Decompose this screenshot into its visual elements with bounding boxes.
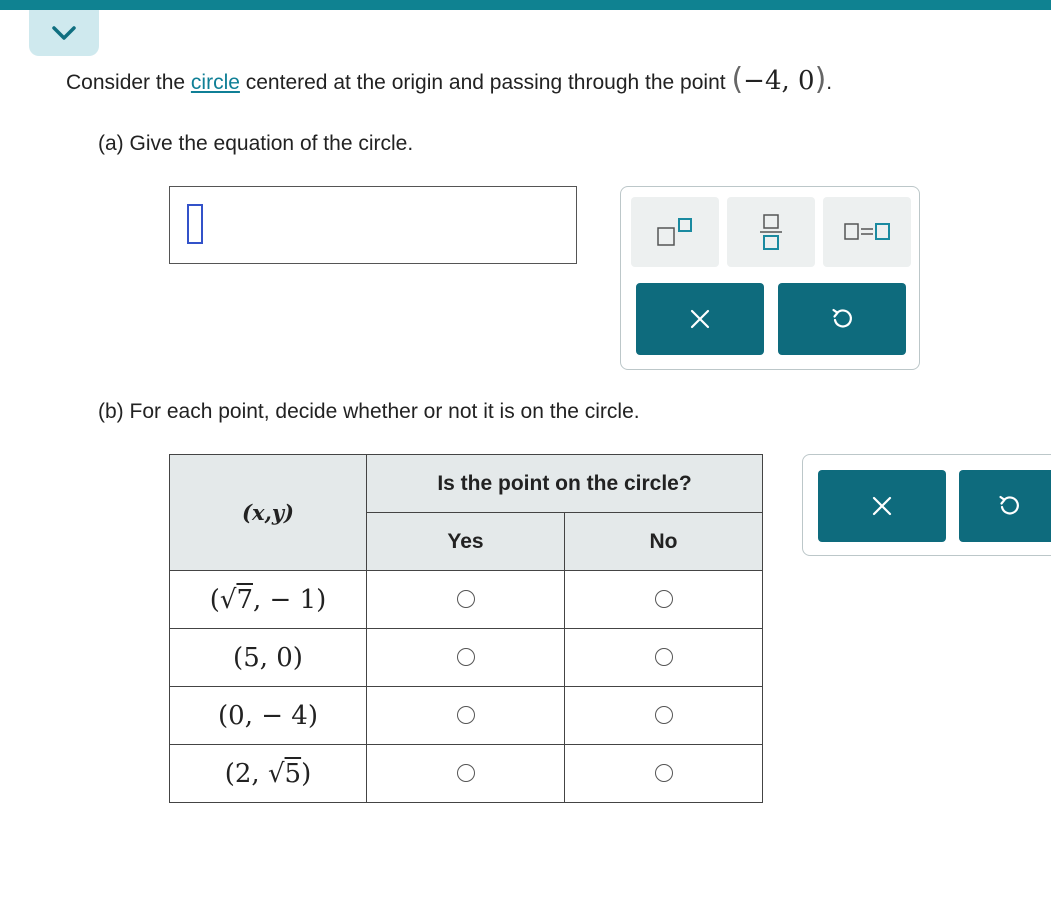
close-icon: [690, 309, 710, 329]
collapse-toggle[interactable]: [29, 10, 99, 56]
undo-button[interactable]: [778, 283, 906, 355]
point-cell: (0, − 4): [170, 687, 367, 745]
part-a-label: (a) Give the equation of the circle.: [98, 132, 414, 155]
no-radio[interactable]: [655, 648, 673, 666]
prompt-text-before: Consider the: [66, 71, 191, 94]
undo-button[interactable]: [959, 470, 1051, 542]
clear-button[interactable]: [818, 470, 946, 542]
on-circle-group-header: Is the point on the circle?: [367, 455, 763, 513]
yes-radio[interactable]: [457, 648, 475, 666]
table-action-panel: [802, 454, 1051, 556]
radicand: 7: [236, 584, 253, 615]
fraction-button[interactable]: [727, 197, 815, 267]
chevron-down-icon: [51, 25, 77, 41]
no-radio[interactable]: [655, 590, 673, 608]
table-row: [170, 629, 763, 687]
table-row: [170, 745, 763, 803]
no-option-cell: [565, 687, 763, 745]
radicand: 5: [284, 758, 302, 789]
yes-column-header: Yes: [367, 513, 565, 571]
prompt-period: .: [826, 71, 833, 94]
top-bar: [0, 0, 1051, 10]
table-row: [170, 571, 763, 629]
no-radio[interactable]: [655, 706, 673, 724]
superscript-icon: [655, 216, 695, 248]
no-option-cell: [565, 745, 763, 803]
given-point-value: −4, 0: [743, 66, 815, 96]
equals-icon: [843, 221, 891, 243]
yes-option-cell: [367, 629, 565, 687]
question-prompt: [66, 64, 832, 99]
close-icon: [872, 496, 892, 516]
no-option-cell: [565, 571, 763, 629]
part-b-label: (b) For each point, decide whether or not it is on the circle.: [98, 400, 640, 423]
superscript-button[interactable]: [631, 197, 719, 267]
undo-icon: [830, 307, 854, 331]
no-option-cell: [565, 629, 763, 687]
yes-radio[interactable]: [457, 764, 475, 782]
point-close-paren: ): [814, 62, 827, 97]
input-cursor-placeholder: [187, 204, 203, 244]
point-open-paren: (: [731, 62, 744, 97]
math-palette: [620, 186, 920, 370]
yes-option-cell: [367, 745, 565, 803]
yes-radio[interactable]: [457, 590, 475, 608]
points-table: [169, 454, 763, 803]
yes-option-cell: [367, 571, 565, 629]
equation-input[interactable]: [169, 186, 577, 264]
point-cell: (√7, − 1): [170, 571, 367, 629]
fraction-icon: [759, 212, 783, 252]
point-cell: (2, √5): [170, 745, 367, 803]
no-radio[interactable]: [655, 764, 673, 782]
undo-icon: [997, 494, 1021, 518]
table-row: [170, 687, 763, 745]
no-column-header: No: [565, 513, 763, 571]
point-column-header: (x,y): [170, 455, 367, 571]
prompt-text-after: centered at the origin and passing through the point: [239, 71, 732, 94]
yes-radio[interactable]: [457, 706, 475, 724]
yes-option-cell: [367, 687, 565, 745]
equals-template-button[interactable]: [823, 197, 911, 267]
circle-definition-link[interactable]: circle: [190, 71, 240, 94]
clear-button[interactable]: [636, 283, 764, 355]
point-cell: (5, 0): [170, 629, 367, 687]
